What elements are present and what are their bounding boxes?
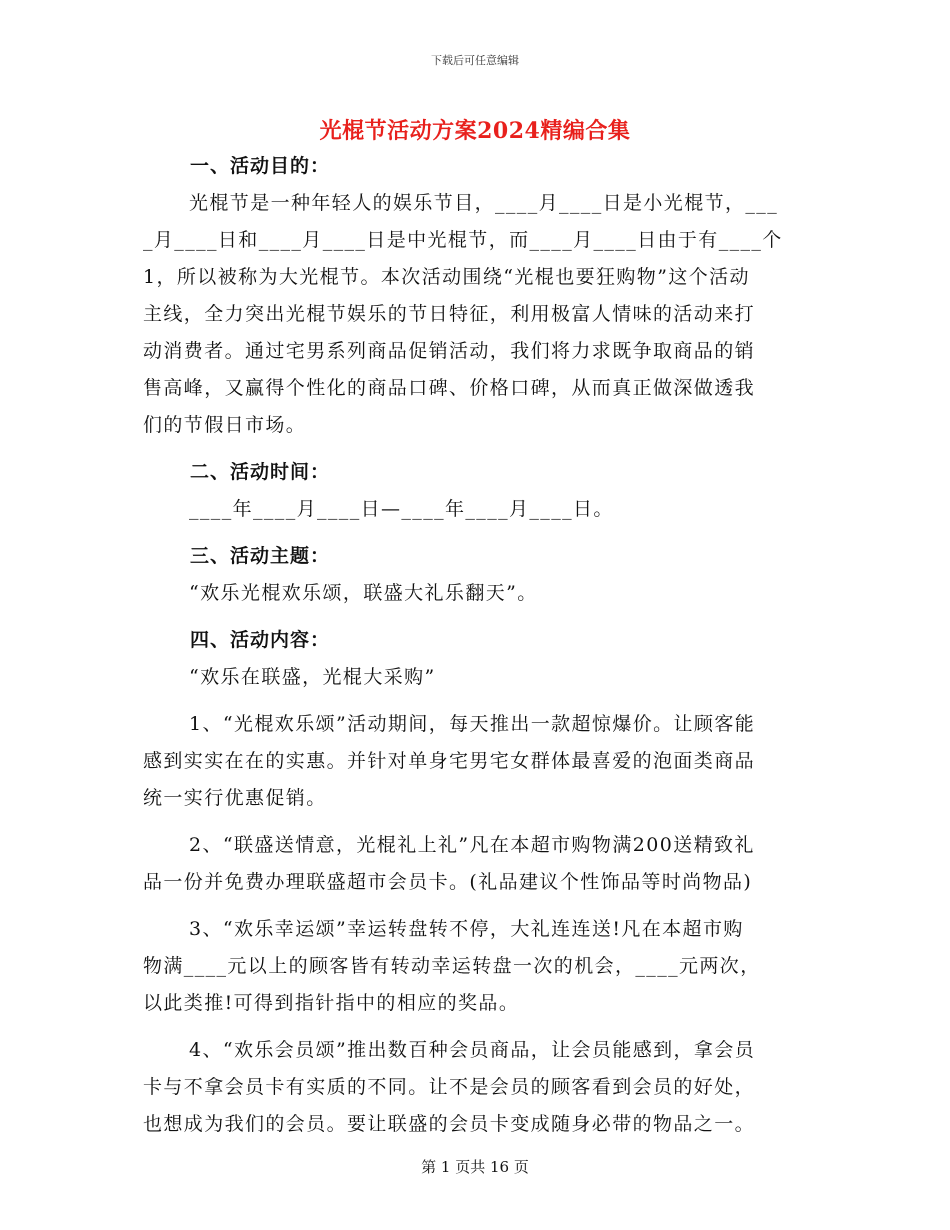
paragraph-line: 感到实实在在的实惠。并针对单身宅男宅女群体最喜爱的泡面类商品 xyxy=(143,750,756,772)
paragraph-line: 物满____元以上的顾客皆有转动幸运转盘一次的机会，____元两次， xyxy=(143,955,761,977)
paragraph-line: 以此类推!可得到指针指中的相应的奖品。 xyxy=(143,992,520,1014)
paragraph-line: 4、“欢乐会员颂”推出数百种会员商品，让会员能感到，拿会员 xyxy=(189,1039,756,1061)
paragraph-line: “欢乐光棍欢乐颂，联盛大礼乐翻天”。 xyxy=(189,582,538,604)
document-body xyxy=(143,148,808,1143)
paragraph-line: 品一份并免费办理联盛超市会员卡。(礼品建议个性饰品等时尚物品) xyxy=(143,871,753,893)
paragraph-line: 1，所以被称为大光棍节。本次活动围绕“光棍也要狂购物”这个活动 xyxy=(143,266,750,288)
section-heading: 一、活动目的： xyxy=(190,155,331,177)
paragraph-line: 光棍节是一种年轻人的娱乐节目，____月____日是小光棍节，___ xyxy=(189,192,779,214)
paragraph-line: 2、“联盛送情意，光棍礼上礼”凡在本超市购物满200送精致礼 xyxy=(189,834,755,856)
paragraph-line: 动消费者。通过宅男系列商品促销活动，我们将力求既争取商品的销 xyxy=(143,340,756,362)
section-heading: 四、活动内容： xyxy=(190,629,331,651)
page-header-note: 下载后可任意编辑 xyxy=(431,54,519,67)
paragraph-line: 卡与不拿会员卡有实质的不同。让不是会员的顾客看到会员的好处， xyxy=(143,1076,756,1098)
paragraph-line: 售高峰，又赢得个性化的商品口碑、价格口碑，从而真正做深做透我 xyxy=(143,377,756,399)
section-heading: 二、活动时间： xyxy=(190,461,331,483)
paragraph-line: 们的节假日市场。 xyxy=(143,414,307,436)
paragraph-line: “欢乐在联盛，光棍大采购” xyxy=(189,666,436,688)
page-footer: 第 1 页共 16 页 xyxy=(421,1158,529,1176)
paragraph-line: 统一实行优惠促销。 xyxy=(143,787,327,809)
paragraph-line: 3、“欢乐幸运颂”幸运转盘转不停，大礼连连送!凡在本超市购 xyxy=(189,918,744,940)
paragraph-line: _月____日和____月____日是中光棍节，而____月____日由于有____个 xyxy=(143,229,783,251)
paragraph-line: 也想成为我们的会员。要让联盛的会员卡变成随身必带的物品之一。 xyxy=(143,1113,756,1135)
paragraph-line: ____年____月____日—____年____月____日。 xyxy=(189,498,614,520)
paragraph-line: 主线，全力突出光棍节娱乐的节日特征，利用极富人情味的活动来打 xyxy=(143,303,756,325)
paragraph-line: 1、“光棍欢乐颂”活动期间，每天推出一款超惊爆价。让顾客能 xyxy=(189,713,756,735)
section-heading: 三、活动主题： xyxy=(190,545,331,567)
document-title: 光棍节活动方案2024精编合集 xyxy=(319,118,631,144)
